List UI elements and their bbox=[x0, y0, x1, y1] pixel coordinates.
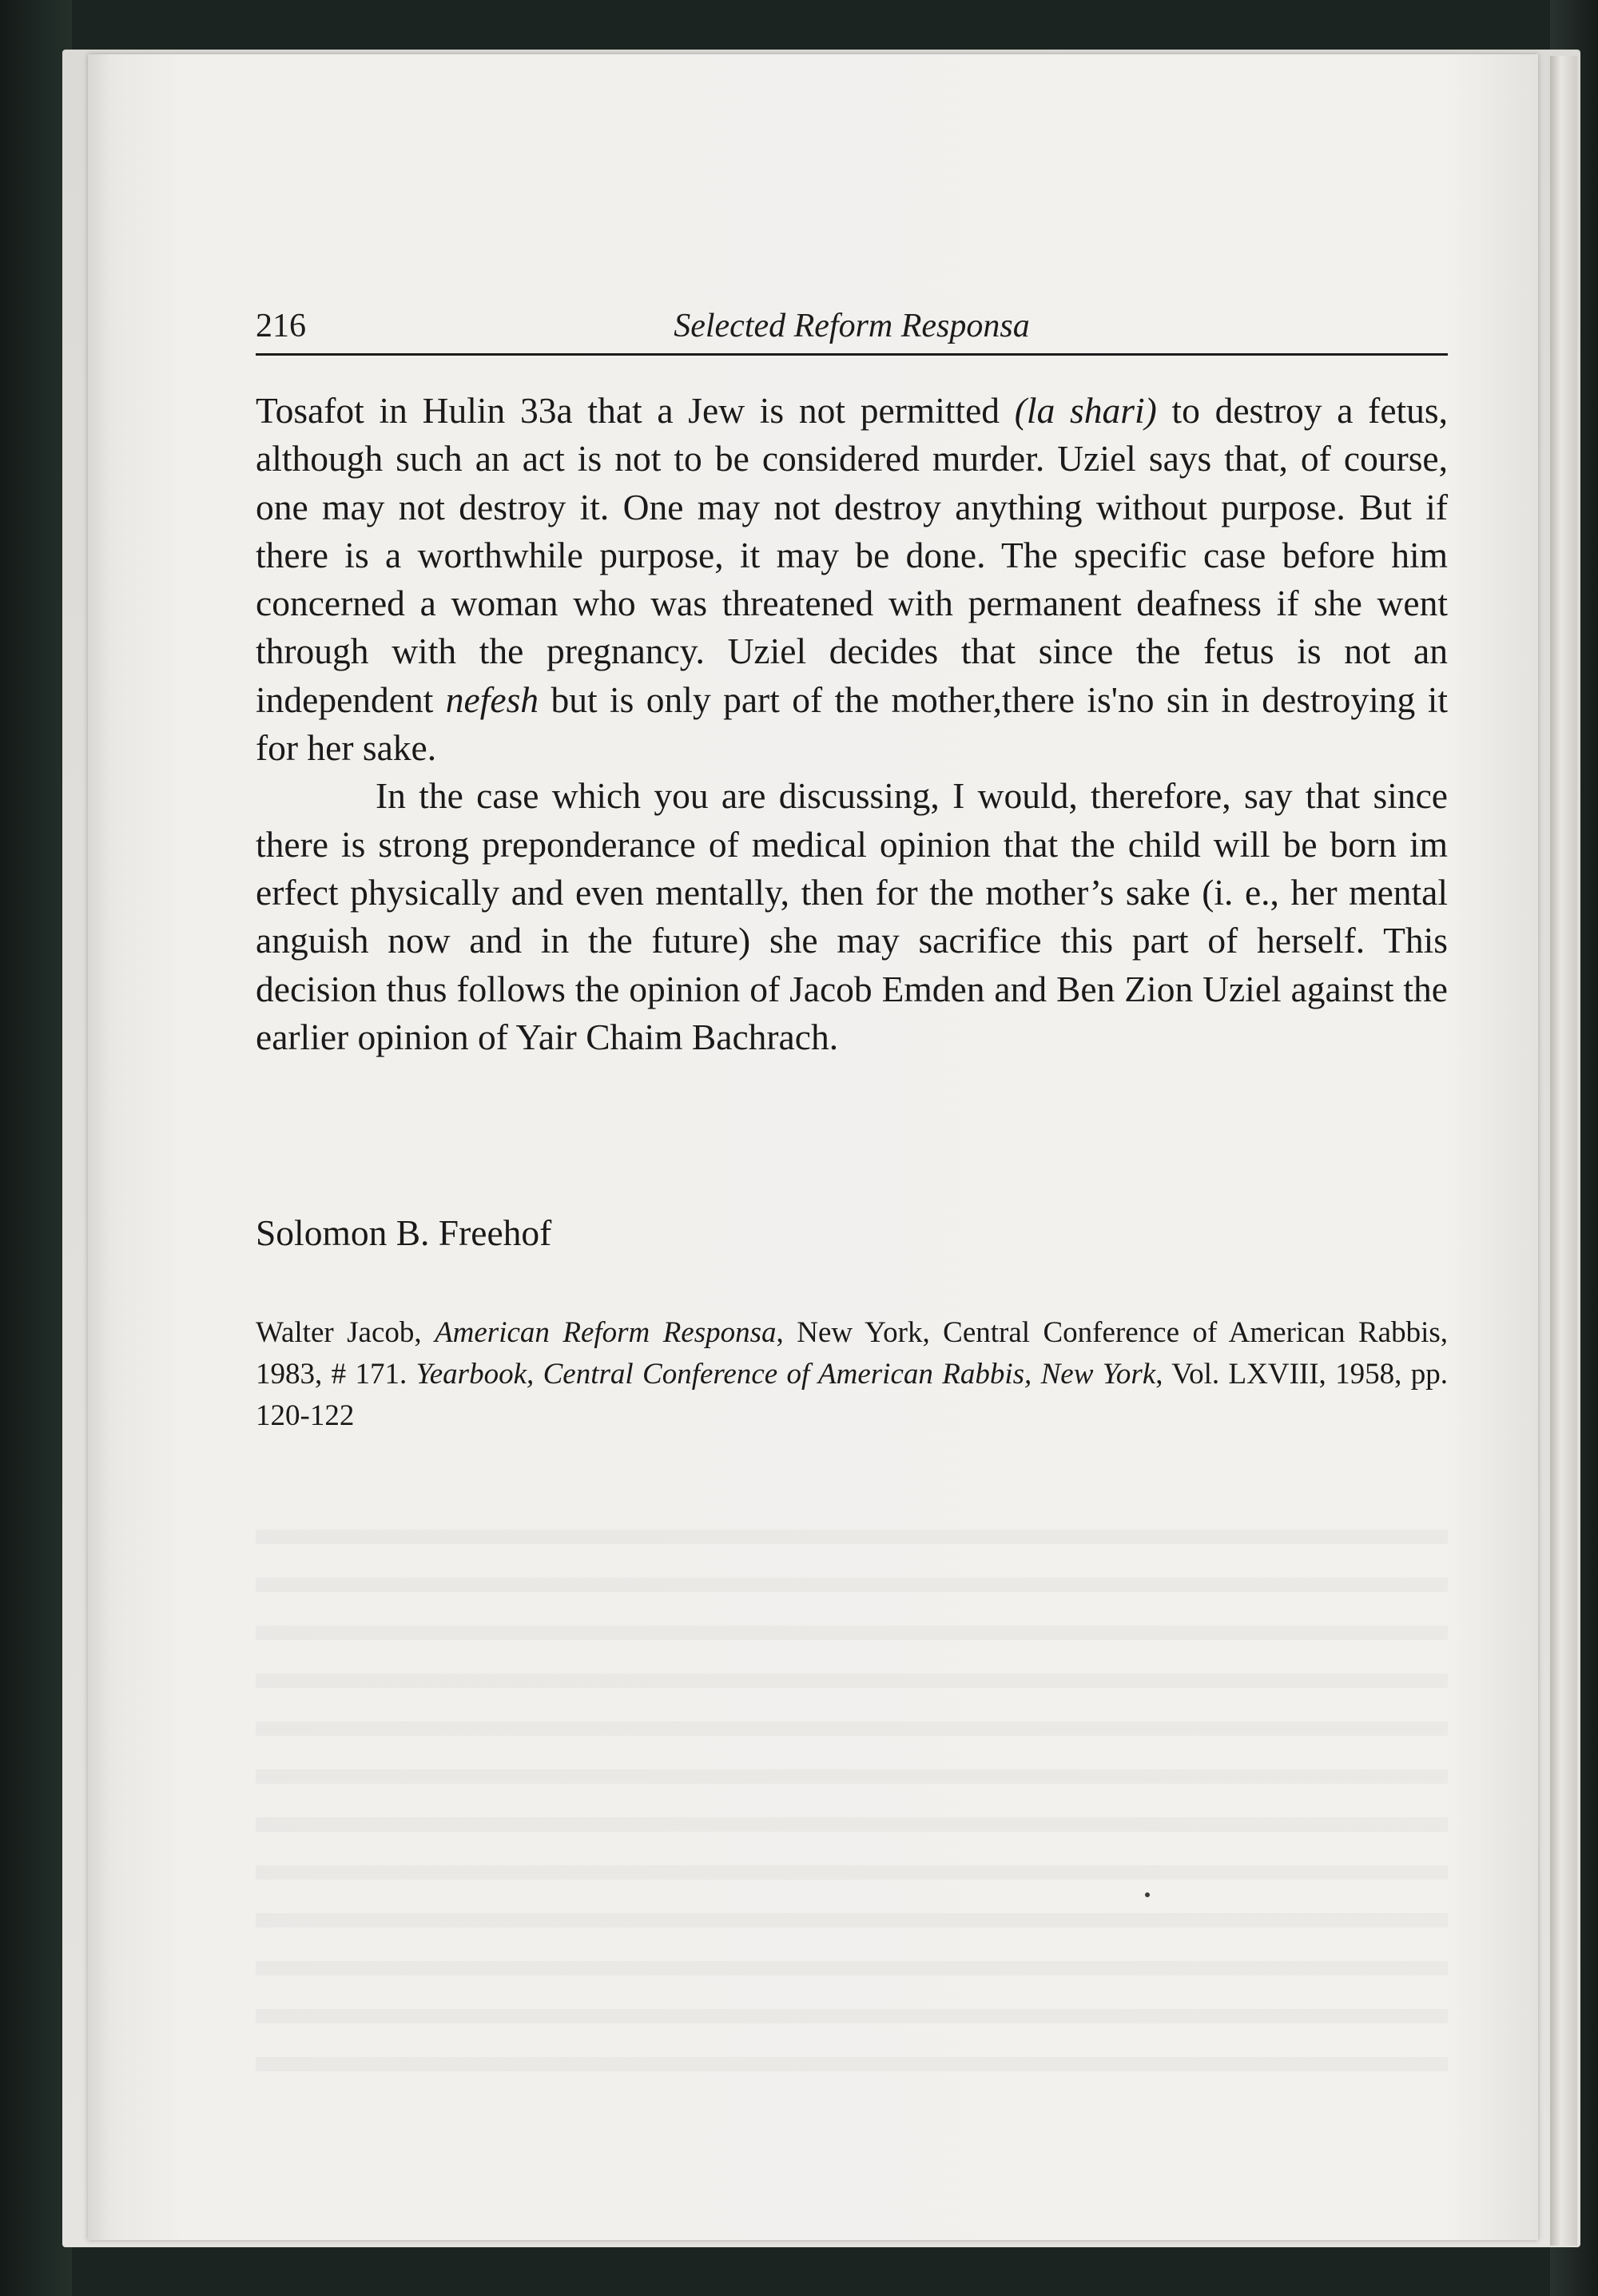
term-la-shari: (la shari) bbox=[1014, 390, 1157, 431]
next-page-edge bbox=[1550, 56, 1577, 2246]
page-header bbox=[256, 307, 1448, 356]
citation-end: , Vol. LXVIII, 1958, pp. 120-122 bbox=[256, 1358, 1448, 1432]
page-number: 216 bbox=[256, 308, 306, 344]
paragraph-1-text-c: but is only part of the mother,there is'no sin in destroying it for her sake. bbox=[256, 678, 1448, 769]
bleed-through bbox=[256, 1502, 1448, 2078]
running-title: Selected Reform Responsa bbox=[674, 308, 1030, 344]
citation-title-2: Yearbook, Central Conference of American Rabbis, New York bbox=[415, 1358, 1156, 1391]
paragraph-1-text-b: to destroy a fetus, although such an act is not to be considered murder. Uziel says that, of course, one may not destroy it. One may not destroy anything without purpose. But if there is a worthwhile purpose, it may be done. The specific case before him concerned a woman who was threatened with permanent deafness if she went through with the pregnancy. Uziel decides that since the fetus is not an independent bbox=[256, 390, 1449, 720]
paragraph-1 bbox=[256, 387, 1448, 772]
citation-title-1: American Reform Responsa bbox=[435, 1316, 777, 1349]
paper-speck bbox=[1145, 1892, 1150, 1897]
citation bbox=[256, 1312, 1448, 1437]
paragraph-2: In the case which you are discussing, I would, therefore, say that since there is strong preponderance of medical opinion that the child will be born im erfect physically and even mentally, then for the mother’s sake (i. e., her mental anguish now and in the future) she may sacrifice this part of herself. This decision thus follows the opinion of Jacob Emden and Ben Zion Uziel against the earlier opinion of Yair Chaim Bachrach. bbox=[256, 775, 1448, 1057]
body-text bbox=[256, 387, 1448, 1061]
background-left bbox=[0, 0, 72, 2296]
paragraph-1-text-a: Tosafot in Hulin 33a that a Jew is not permitted bbox=[256, 390, 1015, 431]
signature: Solomon B. Freehof bbox=[256, 1212, 552, 1253]
citation-mid: , New York, Central Conference of American Rabbis, 1983, # 171. bbox=[256, 1316, 1449, 1391]
term-nefesh: nefesh bbox=[445, 678, 539, 720]
citation-author: Walter Jacob, bbox=[256, 1316, 435, 1349]
